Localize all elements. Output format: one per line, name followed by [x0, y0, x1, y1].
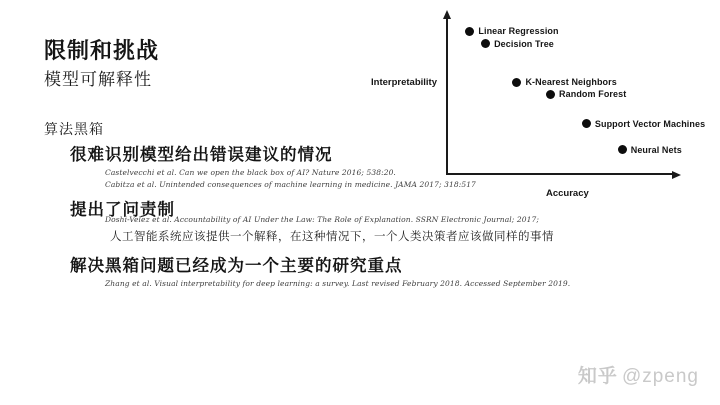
- data-point-label: Neural Nets: [630, 144, 682, 155]
- citation-zhang: Zhang et al. Visual interpretability for deep learning: a survey. Last revised February 2018. Accessed September 2019.: [105, 279, 571, 288]
- scatter-point-random-forest: [546, 89, 626, 99]
- slide-subtitle: 模型可解释性: [44, 70, 152, 89]
- chart-x-axis-label: Accuracy: [546, 188, 589, 199]
- bullet-heading-wrong-advice: 很难识别模型给出错误建议的情况: [70, 145, 333, 164]
- data-point-label: Random Forest: [559, 89, 627, 100]
- scatter-point-linear-regression: [465, 26, 558, 36]
- data-point-label: K-Nearest Neighbors: [525, 77, 617, 88]
- plot-area: [446, 19, 706, 175]
- data-point-dot: [582, 119, 591, 128]
- accountability-note: 人工智能系统应该提供一个解释，在这种情况下，一个人类决策者应该做同样的事情: [110, 231, 554, 243]
- data-point-dot: [618, 145, 627, 154]
- slide-title: 限制和挑战: [44, 38, 160, 63]
- zhihu-brand-text: 知乎: [577, 366, 618, 387]
- chart-y-axis-label: Interpretability: [371, 77, 437, 88]
- bullet-heading-research-focus: 解决黑箱问题已经成为一个主要的研究重点: [70, 256, 403, 275]
- bullet-heading-accountability: 提出了问责制: [70, 200, 175, 219]
- zhihu-handle-text: @zpeng: [621, 366, 699, 387]
- data-point-dot: [465, 27, 474, 36]
- data-point-label: Decision Tree: [494, 38, 554, 49]
- scatter-point-k-nearest-neighbors: [512, 77, 616, 87]
- data-point-dot: [546, 90, 555, 99]
- x-axis-arrow-icon: [672, 171, 681, 179]
- citation-castelvecchi: Castelvecchi et al. Can we open the black box of AI? Nature 2016; 538:20.: [105, 168, 396, 177]
- data-point-dot: [481, 39, 490, 48]
- citation-doshi-velez: Doshi-Velez et al. Accountability of AI Under the Law: The Role of Explanation. SSRN Electronic Journal; 2017;: [105, 215, 540, 224]
- y-axis-arrow-icon: [443, 10, 451, 19]
- scatter-point-support-vector-machines: [582, 119, 705, 129]
- zhihu-watermark: [578, 361, 699, 388]
- citation-cabitza: Cabitza et al. Unintended consequences of machine learning in medicine. JAMA 2017; 318:517: [105, 180, 476, 189]
- data-point-label: Support Vector Machines: [594, 118, 706, 129]
- black-box-section-label: 算法黑箱: [44, 123, 104, 138]
- data-point-dot: [512, 78, 521, 87]
- data-point-label: Linear Regression: [478, 26, 559, 37]
- scatter-point-decision-tree: [481, 39, 554, 49]
- scatter-point-neural-nets: [618, 145, 682, 155]
